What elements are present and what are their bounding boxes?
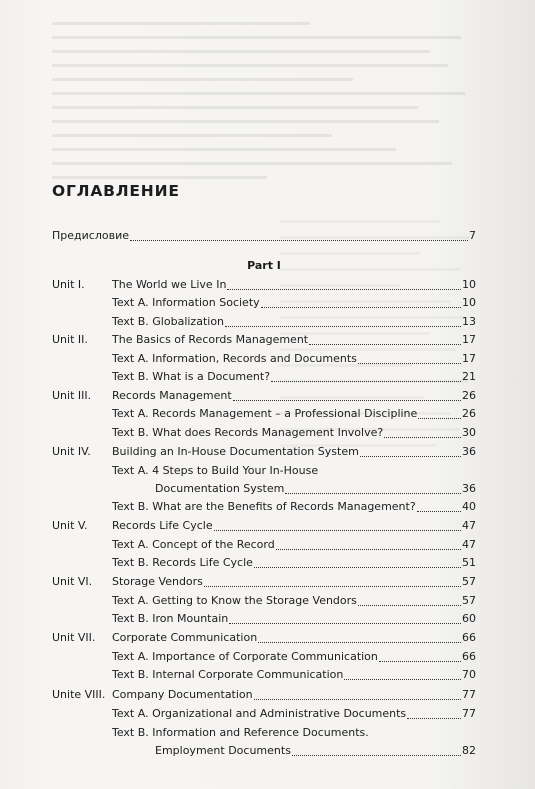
toc-entry-title: Text A. Records Management – a Professional Discipline [112,407,418,420]
dot-leader [285,493,461,494]
toc-entry-title: Building an In-House Documentation System [112,445,359,458]
dot-leader [384,437,461,438]
dot-leader [254,699,461,700]
toc-unit-label: Unit I. [52,278,85,291]
part-heading: Part I [247,259,281,272]
page-title: ОГЛАВЛЕНИЕ [52,182,180,200]
toc-page-number: 60 [462,612,476,625]
dot-leader [130,240,468,241]
dot-leader [227,289,461,290]
dot-leader [417,511,461,512]
toc-entry-title: Text A. Getting to Know the Storage Vendors [112,594,357,607]
toc-entry-title: Text B. Internal Corporate Communication [112,668,344,681]
toc-entry-title: Text A. Concept of the Record [112,538,275,551]
dot-leader [261,307,461,308]
dot-leader [225,326,461,327]
dot-leader [258,642,461,643]
toc-entry [52,686,476,704]
toc-entry [52,573,476,591]
toc-page-number: 7 [469,229,476,242]
toc-page-number: 82 [462,744,476,757]
toc-page-number: 21 [462,370,476,383]
toc-entry [52,648,476,666]
toc-page-number: 13 [462,315,476,328]
toc-entry-title: Text A. Information Society [112,296,260,309]
toc-entry-title: Text B. Records Life Cycle [112,556,253,569]
toc-entry-continuation: Employment Documents [155,744,291,757]
toc-entry [52,554,476,572]
toc-unit-label: Unit IV. [52,445,91,458]
dot-leader [358,363,461,364]
toc-entry [52,517,476,535]
toc-page-number: 66 [462,631,476,644]
toc-page-number: 30 [462,426,476,439]
show-through-text [52,22,482,192]
toc-page-number: 40 [462,500,476,513]
toc-entry-title: Text B. What are the Benefits of Records Management? [112,500,416,513]
dot-leader [271,381,461,382]
toc-entry-title: Text A. Importance of Corporate Communication [112,650,378,663]
toc-page-number: 17 [462,333,476,346]
toc-entry [52,629,476,647]
toc-entry-continuation: Documentation System [155,482,285,495]
dot-leader [229,623,461,624]
toc-entry-title: Text A. Organizational and Administrative Documents [112,707,407,720]
toc-entry [52,331,476,349]
toc-entry [52,294,476,312]
toc-entry-title: The World we Live In [112,278,227,291]
toc-entry [52,443,476,461]
dot-leader [360,456,461,457]
toc-entry-title: Text B. What does Records Management Involve? [112,426,384,439]
toc-page-number: 26 [462,389,476,402]
toc-entry [52,462,476,495]
toc-entry-title: The Basics of Records Management [112,333,309,346]
toc-entry-title: Text A. Information, Records and Documents [112,352,357,365]
toc-entry-title: Предисловие [52,229,129,242]
toc-page-number: 17 [462,352,476,365]
toc-entry-title: Company Documentation [112,688,253,701]
toc-page-number: 10 [462,296,476,309]
dot-leader [358,605,461,606]
dot-leader [407,718,461,719]
toc-page-number: 47 [462,519,476,532]
toc-entry [52,424,476,442]
toc-entry [52,405,476,423]
toc-entry [52,610,476,628]
toc-page-number: 36 [462,445,476,458]
toc-page-number: 57 [462,594,476,607]
dot-leader [344,679,461,680]
toc-unit-label: Unit V. [52,519,88,532]
toc-entry [52,592,476,610]
toc-entry [52,313,476,331]
toc-entry-title: Records Life Cycle [112,519,213,532]
toc-page-number: 47 [462,538,476,551]
toc-page-number: 77 [462,688,476,701]
toc-unit-label: Unite VIII. [52,688,106,701]
toc-page-number: 66 [462,650,476,663]
dot-leader [418,418,461,419]
toc-entry-title: Text B. Information and Reference Documents. [112,726,369,739]
toc-page-number: 77 [462,707,476,720]
toc-unit-label: Unit II. [52,333,88,346]
toc-entry-title: Text B. What is a Document? [112,370,271,383]
toc-page-number: 70 [462,668,476,681]
toc-entry [52,276,476,294]
toc-entry-title: Storage Vendors [112,575,203,588]
dot-leader [214,530,461,531]
toc-entry [52,498,476,516]
toc-entry [52,705,476,723]
toc-entry [52,666,476,684]
toc-entry-title: Text B. Iron Mountain [112,612,229,625]
toc-page-number: 36 [462,482,476,495]
toc-unit-label: Unit VII. [52,631,96,644]
toc-unit-label: Unit III. [52,389,92,402]
toc-entry-preface [52,227,476,245]
dot-leader [254,567,461,568]
toc-unit-label: Unit VI. [52,575,93,588]
toc-entry-title: Records Management [112,389,232,402]
toc-entry [52,350,476,368]
dot-leader [309,344,461,345]
toc-entry [52,724,476,757]
toc-entry-title: Text A. 4 Steps to Build Your In-House [112,464,319,477]
toc-entry [52,368,476,386]
dot-leader [292,755,461,756]
toc-page-number: 10 [462,278,476,291]
dot-leader [379,661,461,662]
toc-page-number: 26 [462,407,476,420]
toc-page-number: 51 [462,556,476,569]
toc-entry [52,387,476,405]
toc-entry-title: Text B. Globalization [112,315,225,328]
toc-page-number: 57 [462,575,476,588]
toc-entry [52,536,476,554]
dot-leader [204,586,461,587]
toc-entry-title: Corporate Communication [112,631,258,644]
dot-leader [233,400,461,401]
dot-leader [276,549,461,550]
